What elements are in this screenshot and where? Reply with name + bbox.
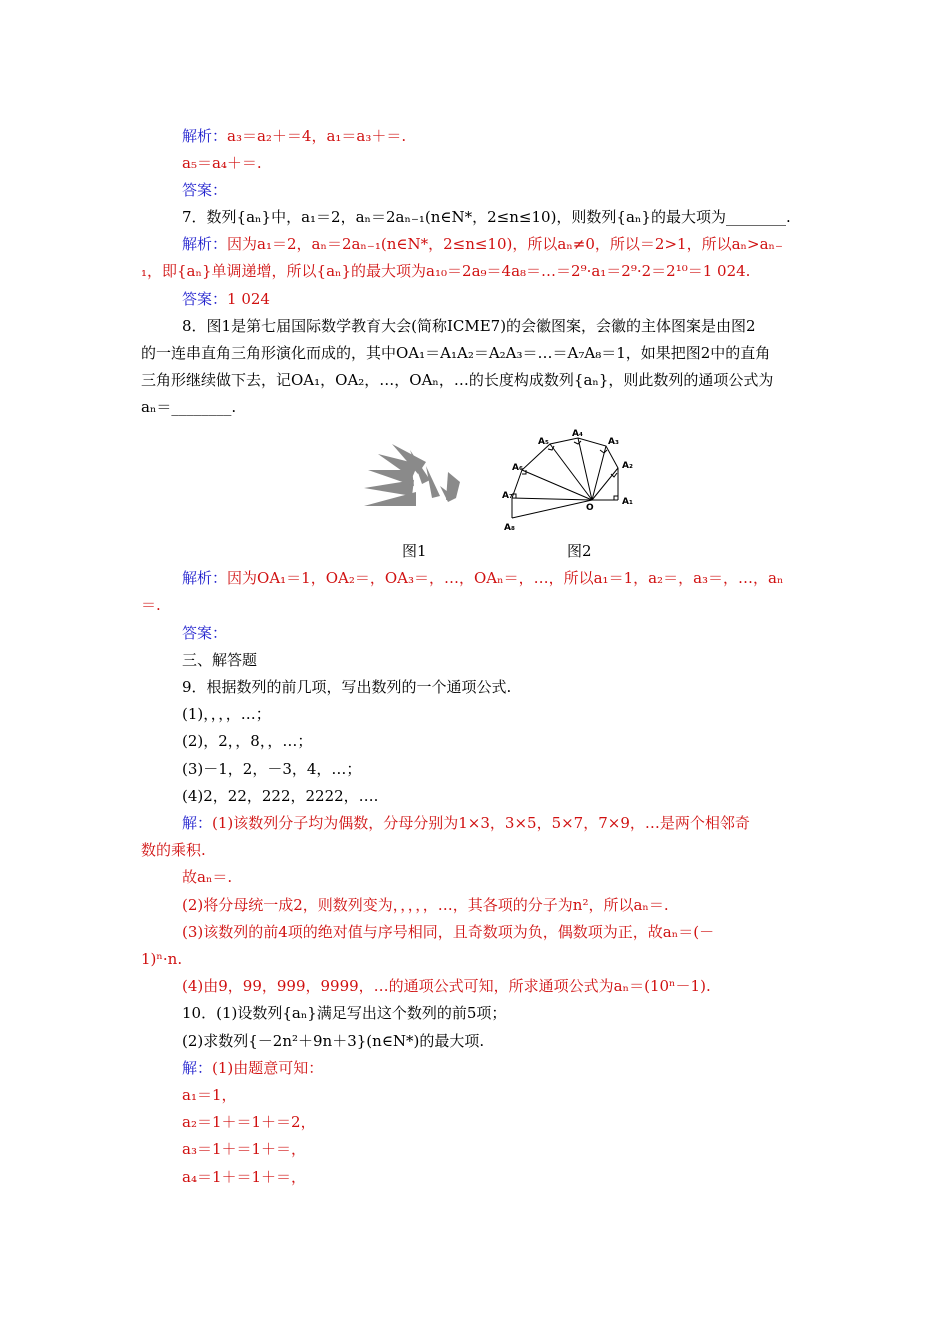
line-text: (3)－1，2，－3，4，…； bbox=[182, 760, 362, 778]
text-line bbox=[141, 369, 773, 391]
text-line bbox=[182, 785, 378, 807]
label-a2: A₂ bbox=[622, 461, 633, 471]
line-text: (1)，，，，…； bbox=[182, 705, 271, 723]
line-text: (1)该数列分子均为偶数，分母分别为1×3，3×5，5×7，7×9，…是两个相邻奇 bbox=[212, 814, 750, 832]
label-a3: A₃ bbox=[608, 437, 619, 447]
line-lead-label: 解析： bbox=[182, 569, 228, 587]
line-lead-label: 解析： bbox=[182, 235, 228, 253]
text-line bbox=[182, 206, 791, 228]
line-lead-label: 答案： bbox=[182, 181, 228, 199]
line-lead-label: 答案： bbox=[182, 290, 228, 308]
line-lead-label: 解析： bbox=[182, 127, 228, 145]
label-a5: A₅ bbox=[538, 437, 549, 447]
text-line bbox=[141, 260, 750, 282]
line-text: 8．图1是第七届国际数学教育大会(简称ICME7)的会徽图案，会徽的主体图案是由图2 bbox=[182, 317, 756, 335]
text-line bbox=[182, 1057, 323, 1079]
text-line bbox=[182, 649, 257, 671]
text-line bbox=[182, 315, 756, 337]
line-text: (3)该数列的前4项的绝对值与序号相同，且奇数项为负，偶数项为正，故aₙ＝(－ bbox=[182, 923, 715, 941]
text-line bbox=[141, 948, 182, 970]
label-a7: A₇ bbox=[502, 491, 513, 501]
line-text: 7．数列{aₙ}中，a₁＝2，aₙ＝2aₙ₋₁(n∈N*，2≤n≤10)，则数列{aₙ}的最大项为________. bbox=[182, 208, 791, 226]
line-text: a₁＝1， bbox=[182, 1086, 237, 1104]
line-text: a₃＝1＋＝1＋＝， bbox=[182, 1140, 307, 1158]
line-text: a₅＝a₄＋＝. bbox=[182, 154, 262, 172]
line-text: (4)2，22，222，2222，…. bbox=[182, 787, 379, 805]
line-text: 数的乘积. bbox=[141, 841, 206, 859]
line-text: aₙ＝________. bbox=[141, 398, 237, 416]
text-line bbox=[182, 894, 669, 916]
text-line bbox=[182, 1084, 237, 1106]
figure-2-diagram bbox=[498, 428, 648, 538]
figure-1-caption: 图1 bbox=[402, 542, 427, 560]
line-text: a₄＝1＋＝1＋＝， bbox=[182, 1168, 307, 1186]
text-line bbox=[182, 567, 783, 589]
text-line bbox=[182, 1030, 484, 1052]
line-text: (2)，2，，8，，…； bbox=[182, 732, 313, 750]
line-text: (2)将分母统一成2，则数列变为，，，，，…，其各项的分子为n²，所以aₙ＝. bbox=[182, 896, 669, 914]
text-line bbox=[182, 676, 511, 698]
figure-1-logo bbox=[360, 440, 470, 520]
text-line bbox=[182, 1138, 306, 1160]
line-text: ₁，即{aₙ}单调递增，所以{aₙ}的最大项为a₁₀＝2a₉＝4a₈＝…＝2⁹·a₁＝2⁹·2＝2¹⁰＝1 024. bbox=[141, 262, 751, 280]
text-line bbox=[141, 839, 206, 861]
line-text: 10．(1)设数列{aₙ}满足写出这个数列的前5项； bbox=[182, 1004, 507, 1022]
text-line bbox=[182, 288, 270, 310]
line-text: (4)由9，99，999，9999，…的通项公式可知，所求通项公式为aₙ＝(10ⁿ－1). bbox=[182, 977, 711, 995]
text-line bbox=[182, 975, 711, 997]
line-text: 9．根据数列的前几项，写出数列的一个通项公式. bbox=[182, 678, 512, 696]
line-text: (1)由题意可知： bbox=[212, 1059, 324, 1077]
text-line bbox=[182, 622, 227, 644]
line-text: a₃＝a₂＋＝4，a₁＝a₃＋＝. bbox=[227, 127, 407, 145]
figure-2-caption: 图2 bbox=[567, 542, 592, 560]
line-text: 因为OA₁＝1，OA₂＝，OA₃＝，…，OAₙ＝，…，所以a₁＝1，a₂＝，a₃＝，…，aₙ bbox=[227, 569, 784, 587]
text-line bbox=[182, 730, 312, 752]
text-line bbox=[182, 758, 361, 780]
line-text: (2)求数列{－2n²＋9n＋3}(n∈N*)的最大项. bbox=[182, 1032, 485, 1050]
text-line bbox=[182, 125, 406, 147]
text-line bbox=[182, 1166, 306, 1188]
line-text: 因为a₁＝2，aₙ＝2aₙ₋₁(n∈N*，2≤n≤10)，所以aₙ≠0，所以＝2>1，所以aₙ>aₙ₋ bbox=[227, 235, 783, 253]
line-text: 的一连串直角三角形演化而成的，其中OA₁＝A₁A₂＝A₂A₃＝…＝A₇A₈＝1，如果把图2中的直角 bbox=[141, 344, 771, 362]
text-line bbox=[182, 866, 232, 888]
line-lead-label: 解： bbox=[182, 1059, 213, 1077]
text-line bbox=[182, 1002, 506, 1024]
label-a4: A₄ bbox=[572, 429, 583, 439]
text-line bbox=[141, 342, 770, 364]
label-a8: A₈ bbox=[504, 523, 515, 533]
line-text: ＝. bbox=[141, 596, 161, 614]
text-line bbox=[182, 812, 750, 834]
label-a1: A₁ bbox=[622, 497, 633, 507]
text-line bbox=[182, 703, 271, 725]
text-line bbox=[141, 396, 236, 418]
line-text: 三、解答题 bbox=[182, 651, 258, 669]
text-line bbox=[182, 921, 714, 943]
text-line bbox=[182, 179, 227, 201]
line-text: a₂＝1＋＝1＋＝2， bbox=[182, 1113, 316, 1131]
text-line bbox=[182, 152, 262, 174]
line-text: 1)ⁿ·n. bbox=[141, 950, 183, 968]
line-text: 故aₙ＝. bbox=[182, 868, 233, 886]
text-line bbox=[182, 1111, 316, 1133]
label-o: O bbox=[586, 503, 594, 513]
label-a6: A₆ bbox=[512, 463, 523, 473]
line-text: 1 024 bbox=[227, 290, 270, 308]
text-line bbox=[141, 594, 161, 616]
text-line bbox=[182, 233, 783, 255]
line-lead-label: 解： bbox=[182, 814, 213, 832]
line-text: 三角形继续做下去，记OA₁，OA₂，…，OAₙ，…的长度构成数列{aₙ}，则此数列的通项公式为 bbox=[141, 371, 774, 389]
line-lead-label: 答案： bbox=[182, 624, 228, 642]
